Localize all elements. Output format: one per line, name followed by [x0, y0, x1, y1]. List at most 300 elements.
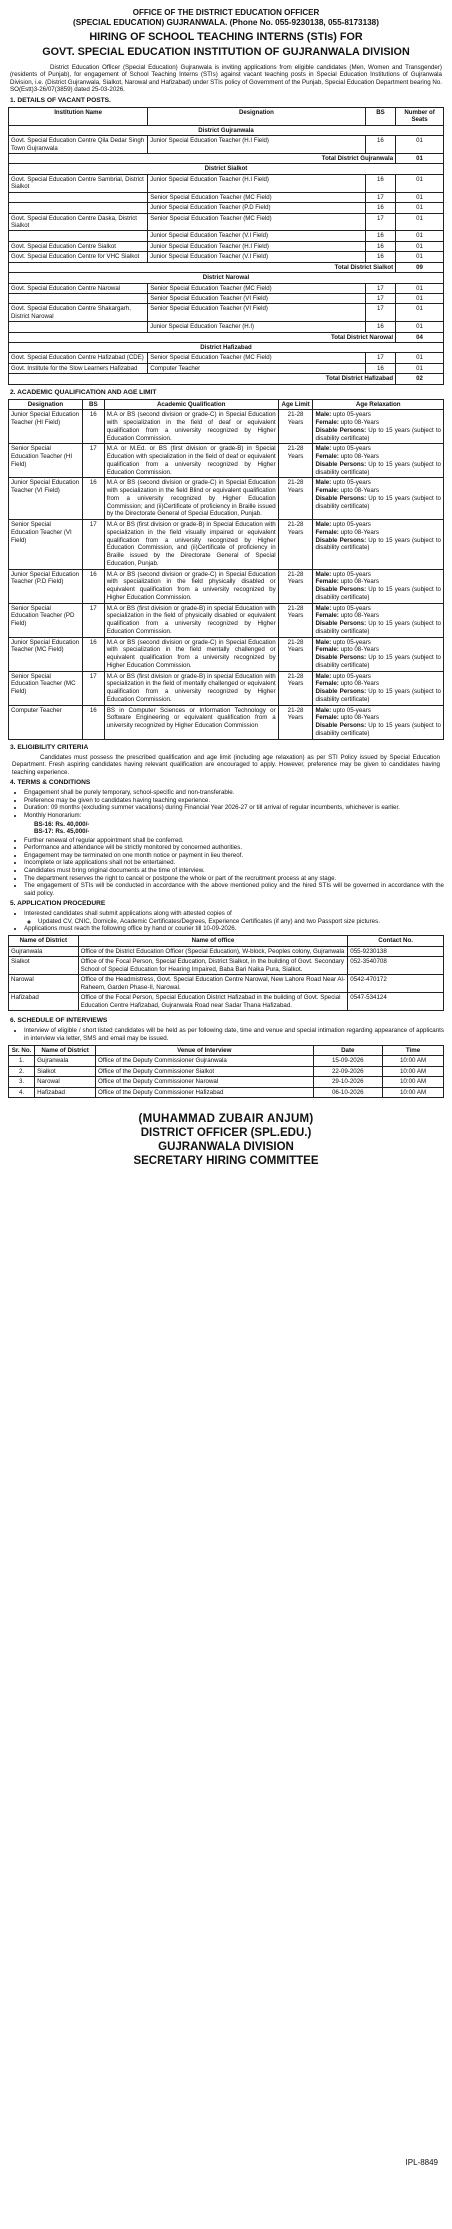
qualification: BS in Computer Sciences or Information Technology or Software Engineering or equivalent qualification from a university recognized by Higher Education Commission	[104, 705, 278, 739]
bs-scale: 16	[82, 637, 104, 671]
contact-number: 0542-470172	[348, 975, 444, 993]
relaxation-line	[315, 620, 441, 636]
designation: Senior Special Education Teacher (VI Field)	[148, 304, 366, 322]
relaxation-line	[315, 722, 441, 738]
table-row	[9, 136, 444, 154]
bs-scale: 17	[365, 353, 395, 363]
qualification: M.A or M.Ed. or BS (first division or grade-B) in Special Education with specialization in the field of deaf or equivalent qualification from a university recognized by Higher Education Commission.	[104, 444, 278, 478]
serial-number: 2.	[9, 1066, 35, 1077]
institution-name	[9, 203, 148, 213]
relaxation-text: upto 08-Years	[340, 646, 379, 654]
table-row	[9, 203, 444, 213]
term-item: • Engagement may be terminated on one month notice or payment in lieu thereof.	[24, 852, 444, 860]
relaxation-text: upto 08-Years	[340, 680, 379, 688]
bs-scale: 17	[82, 444, 104, 478]
interview-date: 15-09-2026	[313, 1056, 383, 1067]
designation: Senior Special Education Teacher (MC Field)	[148, 353, 366, 363]
institution-name: Govt. Special Education Centre Qila Dedar Singh Town Gujranwala	[9, 136, 148, 154]
age-limit: 21-28 Years	[278, 520, 313, 570]
relaxation-label: Disable Persons:	[315, 688, 367, 696]
interview-time: 10:00 AM	[383, 1066, 444, 1077]
term-item: • Preference may be given to candidates having teaching experience.	[24, 797, 444, 805]
relaxation-label: Male:	[315, 672, 332, 680]
vacant-posts-heading: 1. DETAILS OF VACANT POSTS.	[10, 96, 111, 104]
interview-date: 06-10-2026	[313, 1087, 383, 1098]
relaxation-label: Disable Persons:	[315, 620, 367, 628]
signature-block	[8, 1112, 444, 1168]
relaxation-text: Up to 15 years (subject to disability certificate)	[315, 536, 441, 552]
institution-name: Govt. Special Education Centre Sialkot	[9, 241, 148, 251]
table-row	[9, 192, 444, 202]
seat-count: 01	[396, 174, 444, 192]
relaxation-text: upto 08-Years	[340, 419, 379, 427]
col-bs: BS	[365, 107, 395, 125]
district-row	[9, 273, 444, 283]
interview-time: 10:00 AM	[383, 1056, 444, 1067]
academic-heading: 2. ACADEMIC QUALIFICATION AND AGE LIMIT	[10, 388, 157, 396]
bs-scale: 17	[82, 520, 104, 570]
procedure-item: • Interested candidates shall submit applications along with attested copies of	[24, 910, 444, 918]
relaxation-label: Disable Persons:	[315, 426, 367, 434]
age-limit: 21-28 Years	[278, 705, 313, 739]
table-row	[9, 520, 444, 570]
bs-scale: 16	[82, 478, 104, 520]
age-limit: 21-28 Years	[278, 637, 313, 671]
honorarium-bs17: BS-17: Rs. 45,000/-	[34, 828, 90, 836]
term-item: • The engagement of STIs will be conducted in accordance with the above mentioned policy and the hired STIs will be governed in accordance with the said policy.	[24, 882, 444, 897]
eligibility-heading: 3. ELIGIBILITY CRITERIA	[10, 743, 89, 751]
district-name: Gujranwala	[35, 1056, 96, 1067]
ad-title-line2: GOVT. SPECIAL EDUCATION INSTITUTION OF GUJRANWALA DIVISION	[42, 46, 410, 59]
col-seats: Number of Seats	[396, 107, 444, 125]
institution-name: Govt. Special Education Centre Daska, District Sialkot	[9, 213, 148, 231]
relaxation-label: Female:	[315, 487, 339, 495]
relaxation-line	[315, 586, 441, 602]
seat-count: 01	[396, 293, 444, 303]
seat-count: 01	[396, 192, 444, 202]
table-row	[9, 353, 444, 363]
table-row	[9, 975, 444, 993]
total-row	[9, 332, 444, 342]
contact-number: 0547-534124	[348, 993, 444, 1011]
age-relaxation	[313, 569, 444, 603]
age-relaxation	[313, 637, 444, 671]
interview-time: 10:00 AM	[383, 1087, 444, 1098]
interview-venue: Office of the Deputy Commissioner Sialkot	[95, 1066, 313, 1077]
office-address: Office of the District Education Officer (Special Education), W-block, Peoples colony, Gujranwala	[78, 946, 348, 957]
relaxation-label: Female:	[315, 714, 339, 722]
relaxation-label: Disable Persons:	[315, 654, 367, 662]
terms-list	[8, 789, 444, 819]
relaxation-text: upto 05-years	[333, 672, 371, 680]
relaxation-text: upto 05-years	[333, 411, 371, 419]
table-row	[9, 1077, 444, 1088]
qualification: M.A or BS (first division or grade-B) in special Education with specialization in the field of mentally challenged or equivalent qualification from a university recognized by Higher Education Commission.	[104, 671, 278, 705]
col-date: Date	[313, 1045, 383, 1056]
ad-title-line1: HIRING OF SCHOOL TEACHING INTERNS (STIs) FOR	[89, 30, 363, 43]
relaxation-text: upto 05-years	[333, 479, 371, 487]
term-item: • Candidates must bring original documents at the time of interview.	[24, 867, 444, 875]
interview-venue: Office of the Deputy Commissioner Hafizabad	[95, 1087, 313, 1098]
designation: Junior Special Education Teacher (P.D Field)	[9, 569, 83, 603]
table-row	[9, 993, 444, 1011]
district-name: District Sialkot	[9, 164, 444, 174]
relaxation-label: Disable Persons:	[315, 536, 367, 544]
term-item: • The department reserves the right to cancel or postpone the whole or part of the recruitment process at any stage.	[24, 875, 444, 883]
term-item: • Performance and attendance will be strictly monitored by concerned authorities.	[24, 844, 444, 852]
seat-count: 01	[396, 304, 444, 322]
district-name: District Gujranwala	[9, 125, 444, 135]
col-qualification: Academic Qualification	[104, 399, 278, 410]
qualification: M.A or BS (second division or grade-C) in Special Education with specialization in the field of deaf or equivalent qualification from a university recognized by Higher Education Commission.	[104, 410, 278, 444]
district-name: Hafizabad	[35, 1087, 96, 1098]
age-limit: 21-28 Years	[278, 444, 313, 478]
table-row	[9, 174, 444, 192]
offices-table	[8, 935, 444, 1012]
total-row	[9, 374, 444, 384]
total-label: Total District Hafizabad	[9, 374, 396, 384]
relaxation-line	[315, 419, 441, 427]
advertisement-page	[8, 8, 444, 2213]
age-limit: 21-28 Years	[278, 478, 313, 520]
designation: Junior Special Education Teacher (V.I Field)	[148, 252, 366, 262]
district-name: District Hafizabad	[9, 343, 444, 353]
relaxation-label: Male:	[315, 411, 332, 419]
relaxation-text: upto 05-years	[333, 521, 371, 529]
relaxation-line	[315, 529, 441, 537]
relaxation-label: Male:	[315, 570, 332, 578]
officer-name: (MUHAMMAD ZUBAIR ANJUM)	[138, 1113, 314, 1126]
district-name: Sialkot	[9, 957, 79, 975]
relaxation-text: upto 08-Years	[340, 578, 379, 586]
bs-scale: 17	[365, 192, 395, 202]
total-count: 02	[396, 374, 444, 384]
age-limit: 21-28 Years	[278, 569, 313, 603]
designation: Computer Teacher	[9, 705, 83, 739]
relaxation-text: Up to 15 years (subject to disability certificate)	[315, 460, 441, 476]
total-label: Total District Gujranwala	[9, 154, 396, 164]
interview-venue: Office of the Deputy Commissioner Narowal	[95, 1077, 313, 1088]
designation: Junior Special Education Teacher (H.I)	[148, 322, 366, 332]
seat-count: 01	[396, 241, 444, 251]
relaxation-line	[315, 612, 441, 620]
qualification: M.A or BS (first division or grade-B) in Special Education with specialization in the field visually impaired or equivalent qualification from a university recognized by Higher Education Commission, and (ii)Certificate of proficiency in Braille issued by the Directorate General of Special Education, Punjab.	[104, 520, 278, 570]
designation: Junior Special Education Teacher (H.I Field)	[148, 241, 366, 251]
bs-scale: 16	[365, 136, 395, 154]
age-limit: 21-28 Years	[278, 603, 313, 637]
bs-scale: 16	[82, 705, 104, 739]
relaxation-label: Male:	[315, 638, 332, 646]
bs-scale: 16	[365, 241, 395, 251]
interviews-list	[8, 1027, 444, 1042]
relaxation-label: Male:	[315, 479, 332, 487]
ipl-number: IPL-8849	[405, 2158, 438, 2167]
designation: Computer Teacher	[148, 363, 366, 373]
institution-name: Govt. Special Education Centre Sambrial, District Sialkot	[9, 174, 148, 192]
table-row	[9, 241, 444, 251]
serial-number: 3.	[9, 1077, 35, 1088]
total-label: Total District Narowal	[9, 332, 396, 342]
table-row	[9, 1056, 444, 1067]
col-institution: Institution Name	[9, 107, 148, 125]
col-office: Name of office	[78, 935, 348, 946]
table-row	[9, 957, 444, 975]
relaxation-text: upto 08-Years	[340, 612, 379, 620]
relaxation-line	[315, 521, 441, 529]
relaxation-label: Female:	[315, 453, 339, 461]
relaxation-text: upto 08-Years	[340, 714, 379, 722]
relaxation-text: upto 05-years	[333, 604, 371, 612]
relaxation-text: Up to 15 years (subject to disability certificate)	[315, 426, 441, 442]
bs-scale: 17	[365, 213, 395, 231]
relaxation-text: upto 05-years	[333, 445, 371, 453]
table-row	[9, 569, 444, 603]
designation: Senior Special Education Teacher (PD Field)	[9, 603, 83, 637]
district-name: Sialkot	[35, 1066, 96, 1077]
designation: Junior Special Education Teacher (HI Field)	[9, 410, 83, 444]
district-name: District Narowal	[9, 273, 444, 283]
institution-name: Govt. Special Education Centre Hafizabad (CDE)	[9, 353, 148, 363]
relaxation-label: Male:	[315, 445, 332, 453]
terms-list-2	[8, 837, 444, 898]
designation: Junior Special Education Teacher (H.I Field)	[148, 174, 366, 192]
relaxation-line	[315, 578, 441, 586]
col-time: Time	[383, 1045, 444, 1056]
table-row	[9, 363, 444, 373]
seat-count: 01	[396, 136, 444, 154]
academic-table	[8, 399, 444, 740]
age-relaxation	[313, 444, 444, 478]
age-limit: 21-28 Years	[278, 671, 313, 705]
table-row	[9, 213, 444, 231]
bs-scale: 17	[365, 283, 395, 293]
interview-venue: Office of the Deputy Commissioner Gujranwala	[95, 1056, 313, 1067]
relaxation-text: Up to 15 years (subject to disability certificate)	[315, 586, 441, 601]
district-row	[9, 164, 444, 174]
designation: Senior Special Education Teacher (MC Field)	[148, 192, 366, 202]
relaxation-label: Male:	[315, 604, 332, 612]
bs-scale: 16	[82, 410, 104, 444]
serial-number: 1.	[9, 1056, 35, 1067]
vacant-posts-table	[8, 107, 444, 385]
district-name: Hafizabad	[9, 993, 79, 1011]
table-row	[9, 444, 444, 478]
interview-note: • Interview of eligible / short listed candidates will be held as per following date, time and venue and special intimation regarding appearance of applicants in interview via letter, SMS and email may be issued.	[24, 1027, 444, 1042]
col-designation: Designation	[148, 107, 366, 125]
interview-time: 10:00 AM	[383, 1077, 444, 1088]
bs-scale: 17	[82, 603, 104, 637]
bs-scale: 17	[365, 293, 395, 303]
designation: Junior Special Education Teacher (VI Field)	[9, 478, 83, 520]
relaxation-label: Disable Persons:	[315, 494, 367, 502]
contact-number: 055-9230138	[348, 946, 444, 957]
office-address: Office of the Headmistress, Govt. Special Education Centre Narowal, New Lahore Road Near Al-Raheem, Garden Phase-II, Narowal.	[78, 975, 348, 993]
institution-name: Govt. Special Education Centre for VHC Sialkot	[9, 252, 148, 262]
term-item: • Incomplete or late applications shall not be entertained.	[24, 859, 444, 867]
relaxation-label: Female:	[315, 578, 339, 586]
institution-name: Govt. Special Education Centre Shakargarh, District Narowal	[9, 304, 148, 322]
term-item: • Engagement shall be purely temporary, school-specific and non-transferable.	[24, 789, 444, 797]
relaxation-text: upto 05-years	[333, 638, 371, 646]
table-row	[9, 231, 444, 241]
bs-scale: 16	[82, 569, 104, 603]
col-sr: Sr. No.	[9, 1045, 35, 1056]
relaxation-line	[315, 673, 441, 681]
table-row	[9, 410, 444, 444]
total-row	[9, 262, 444, 272]
seat-count: 01	[396, 213, 444, 231]
bs-scale: 17	[365, 304, 395, 322]
designation: Senior Special Education Teacher (MC Field)	[148, 283, 366, 293]
seat-count: 01	[396, 231, 444, 241]
office-name: OFFICE OF THE DISTRICT EDUCATION OFFICER	[132, 8, 320, 17]
age-relaxation	[313, 705, 444, 739]
term-item: • Monthly Honorarium:	[24, 812, 444, 820]
table-row	[9, 603, 444, 637]
col-district: Name of District	[35, 1045, 96, 1056]
designation: Junior Special Education Teacher (P.D Field)	[148, 203, 366, 213]
officer-designation: DISTRICT OFFICER (SPL.EDU.)	[140, 1127, 312, 1140]
relaxation-text: upto 08-Years	[340, 528, 379, 536]
qualification: M.A or BS (second division or grade-C) in Special Education with specialization in the field mentally challenged or equivalent qualification from a university recognized by Higher Education Commission.	[104, 637, 278, 671]
relaxation-label: Disable Persons:	[315, 722, 367, 730]
relaxation-line	[315, 639, 441, 647]
bs-scale: 16	[365, 363, 395, 373]
terms-heading: 4. TERMS & CONDITIONS	[10, 779, 91, 787]
bs-scale: 16	[365, 322, 395, 332]
institution-name	[9, 231, 148, 241]
relaxation-line	[315, 680, 441, 688]
table-row	[9, 283, 444, 293]
term-item: • Further renewal of regular appointment shall be conferred.	[24, 837, 444, 845]
age-relaxation	[313, 410, 444, 444]
eligibility-text: Candidates must possess the prescribed qualification and age limit (including age relaxation) as per STI Policy issued by Special Education Department. Fresh aspiring candidates having relevant qualification are encouraged to apply. However, preference may be given to candidates having teaching experience.	[12, 753, 440, 776]
relaxation-label: Disable Persons:	[315, 460, 367, 468]
designation: Senior Special Education Teacher (VI Field)	[9, 520, 83, 570]
relaxation-label: Male:	[315, 706, 332, 714]
total-count: 09	[396, 262, 444, 272]
relaxation-line	[315, 427, 441, 443]
total-count: 01	[396, 154, 444, 164]
relaxation-line	[315, 461, 441, 477]
table-row	[9, 252, 444, 262]
bs-scale: 17	[82, 671, 104, 705]
relaxation-label: Disable Persons:	[315, 586, 367, 594]
designation: Junior Special Education Teacher (V.I Field)	[148, 231, 366, 241]
col-contact: Contact No.	[348, 935, 444, 946]
table-row	[9, 946, 444, 957]
term-item: • Duration: 09 months (excluding summer vacations) during Financial Year 2026-27 or till arrival of regular incumbents, whichever is earlier.	[24, 804, 444, 812]
relaxation-text: Up to 15 years (subject to disability certificate)	[315, 688, 441, 703]
relaxation-text: Up to 15 years (subject to disability certificate)	[315, 494, 441, 510]
bs-scale: 16	[365, 231, 395, 241]
table-row	[9, 1066, 444, 1077]
table-row	[9, 637, 444, 671]
qualification: M.A or BS (second division or grade-C) in Special Education with specialization in the field physically disabled or equivalent qualification from a university recognized by Higher Education Commission.	[104, 569, 278, 603]
age-relaxation	[313, 603, 444, 637]
district-row	[9, 343, 444, 353]
seat-count: 01	[396, 363, 444, 373]
relaxation-line	[315, 411, 441, 419]
relaxation-line	[315, 688, 441, 704]
institution-name	[9, 192, 148, 202]
table-row	[9, 304, 444, 322]
seat-count: 01	[396, 252, 444, 262]
bs-scale: 16	[365, 174, 395, 192]
relaxation-text: upto 05-years	[333, 706, 371, 714]
institution-name: Govt. Institute for the Slow Learners Hafizabad	[9, 363, 148, 373]
relaxation-line	[315, 654, 441, 670]
procedure-item: • Applications must reach the following office by hand or courier till 10-09-2026.	[24, 925, 444, 933]
relaxation-line	[315, 495, 441, 511]
age-relaxation	[313, 671, 444, 705]
relaxation-line	[315, 479, 441, 487]
designation: Senior Special Education Teacher (VI Field)	[148, 293, 366, 303]
procedure-item: ◦ Updated CV, CNIC, Domicile, Academic Certificates/Degrees, Experience Certificates (if any) and two Passport size pictures.	[38, 918, 444, 926]
table-row	[9, 478, 444, 520]
hiring-committee: SECRETARY HIRING COMMITTEE	[133, 1155, 319, 1168]
serial-number: 4.	[9, 1087, 35, 1098]
table-row	[9, 322, 444, 332]
relaxation-line	[315, 453, 441, 461]
seat-count: 01	[396, 283, 444, 293]
col-district: Name of District	[9, 935, 79, 946]
seat-count: 01	[396, 203, 444, 213]
district-name: Narowal	[35, 1077, 96, 1088]
relaxation-line	[315, 537, 441, 553]
institution-name: Govt. Special Education Centre Narowal	[9, 283, 148, 293]
interview-date: 29-10-2026	[313, 1077, 383, 1088]
honorarium-bs16: BS-16: Rs. 40,000/-	[34, 820, 90, 828]
table-row	[9, 293, 444, 303]
institution-name	[9, 293, 148, 303]
office-contact: (SPECIAL EDUCATION) GUJRANWALA. (Phone No. 055-9230138, 055-8173138)	[73, 18, 379, 27]
district-name: Gujranwala	[9, 946, 79, 957]
relaxation-label: Female:	[315, 528, 339, 536]
relaxation-line	[315, 487, 441, 495]
age-relaxation	[313, 520, 444, 570]
col-venue: Venue of Interview	[95, 1045, 313, 1056]
designation: Senior Special Education Teacher (MC Field)	[148, 213, 366, 231]
relaxation-line	[315, 707, 441, 715]
qualification: M.A or BS (first division or grade-B) in special Education with specialization in the field of physically disabled or equivalent qualification from a university recognized by Higher Education Commission.	[104, 603, 278, 637]
institution-name	[9, 322, 148, 332]
district-row	[9, 125, 444, 135]
table-row	[9, 671, 444, 705]
interviews-heading: 6. SCHEDULE OF INTERVIEWS	[10, 1017, 108, 1025]
relaxation-label: Female:	[315, 680, 339, 688]
relaxation-label: Female:	[315, 646, 339, 654]
relaxation-label: Female:	[315, 419, 339, 427]
relaxation-text: Up to 15 years (subject to disability certificate)	[315, 654, 441, 669]
qualification: M.A or BS (second division or grade-C) in Special Education with specialization in the field Blind or equivalent qualification from a university recognized by Higher Education Commission; and (ii)Certificate of proficiency in Braille issued by the Directorate General of Special Education, Punjab.	[104, 478, 278, 520]
relaxation-text: upto 05-years	[333, 570, 371, 578]
relaxation-line	[315, 571, 441, 579]
relaxation-label: Female:	[315, 612, 339, 620]
total-count: 04	[396, 332, 444, 342]
relaxation-text: Up to 15 years (subject to disability certificate)	[315, 722, 441, 737]
bs-scale: 16	[365, 203, 395, 213]
relaxation-line	[315, 605, 441, 613]
seat-count: 01	[396, 353, 444, 363]
procedure-list	[8, 910, 444, 933]
interview-date: 22-09-2026	[313, 1066, 383, 1077]
relaxation-label: Male:	[315, 521, 332, 529]
designation: Junior Special Education Teacher (MC Field)	[9, 637, 83, 671]
age-limit: 21-28 Years	[278, 410, 313, 444]
office-address: Office of the Focal Person, Special Education District Hafizabad in the building of Govt. Special Education Centre Hafizabad, Gujranwala Road near Sadar Thana Hafizabad.	[78, 993, 348, 1011]
seat-count: 01	[396, 322, 444, 332]
